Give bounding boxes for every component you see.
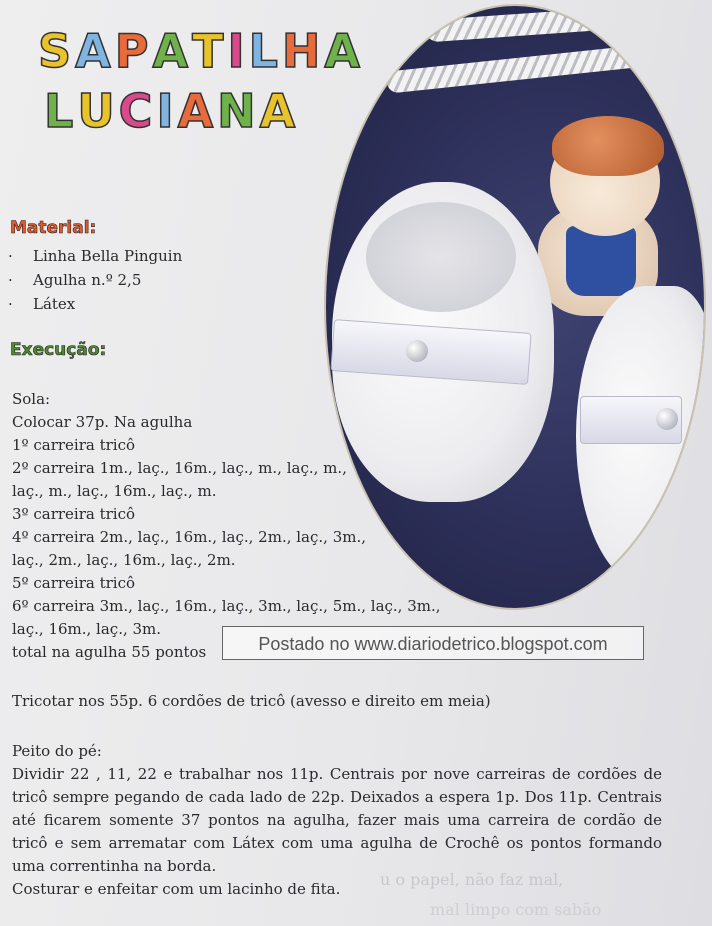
peito-paragraph: Dividir 22 , 11, 22 e trabalhar nos 11p. Centrais por nove carreiras de cordões de tricô sempre pegando de cada lado de 22p. Deixados a espera 1p. Dos 11p. Centrais até ficarem somente 37 pontos na agulha, fazer mais uma carreira de cordão de tricô e sem arrematar com Látex com uma agulha de Crochê os pontos formando uma correntinha na borda. xyxy=(12,765,662,875)
title-line-2 xyxy=(44,84,299,138)
title-letter: L xyxy=(44,84,78,138)
bullet-icon: · xyxy=(8,247,13,265)
sola-line: laç., m., laç., 16m., laç., m. xyxy=(12,482,217,500)
title-letter: A xyxy=(177,84,218,138)
sola-line: total na agulha 55 pontos xyxy=(12,643,207,661)
bleed-through-text: mal limpo com sabão xyxy=(430,900,602,919)
title-letter: T xyxy=(192,24,228,78)
sola-line: laç., 16m., laç., 3m. xyxy=(12,620,162,638)
material-heading: Material: xyxy=(10,218,97,238)
title-letter: L xyxy=(248,24,282,78)
bead xyxy=(656,408,678,430)
bullet-icon: · xyxy=(8,295,13,313)
material-item: · Agulha n.º 2,5 xyxy=(8,268,182,292)
title-letter: S xyxy=(38,24,76,78)
title-letter: A xyxy=(152,24,193,78)
bleed-through-text: u o papel, não faz mal, xyxy=(380,870,564,889)
title-letter: C xyxy=(118,84,157,138)
material-item: · Látex xyxy=(8,292,182,316)
sola-line: 6º carreira 3m., laç., 16m., laç., 3m., laç., 5m., laç., 3m., xyxy=(12,597,441,615)
title-letter: U xyxy=(77,84,119,138)
peito-heading: Peito do pé: xyxy=(12,742,102,760)
bullet-icon: · xyxy=(8,271,13,289)
rope-decoration xyxy=(426,6,667,42)
doll-overall xyxy=(566,226,636,296)
watermark-link[interactable]: Postado no www.diariodetrico.blogspot.com xyxy=(222,626,644,660)
title-letter: I xyxy=(227,24,249,78)
sola-line: 4º carreira 2m., laç., 16m., laç., 2m., laç., 3m., xyxy=(12,528,367,546)
execucao-heading: Execução: xyxy=(10,340,107,360)
sola-line: 5º carreira tricô xyxy=(12,574,136,592)
shoe-opening xyxy=(366,202,516,312)
sola-line: Colocar 37p. Na agulha xyxy=(12,413,193,431)
title-letter: P xyxy=(114,24,153,78)
sola-line: 2º carreira 1m., laç., 16m., laç., m., laç., m., xyxy=(12,459,347,477)
material-item: · Linha Bella Pinguin xyxy=(8,244,182,268)
bead xyxy=(406,340,428,362)
sola-instructions xyxy=(12,388,442,664)
peito-instructions xyxy=(12,740,662,901)
sola-line: 3º carreira tricô xyxy=(12,505,136,523)
title-letter: I xyxy=(156,84,178,138)
title-letter: N xyxy=(217,84,260,138)
material-list xyxy=(8,244,182,316)
sola-line: Sola: xyxy=(12,390,51,408)
sola-line: 1º carreira tricô xyxy=(12,436,136,454)
sola-line: laç., 2m., laç., 16m., laç., 2m. xyxy=(12,551,236,569)
rope-decoration xyxy=(386,40,687,93)
title-letter: A xyxy=(259,84,300,138)
title-letter: A xyxy=(75,24,115,78)
peito-closing: Costurar e enfeitar com um lacinho de fita. xyxy=(12,880,341,898)
title-letter: A xyxy=(324,24,365,78)
tricotar-instruction: Tricotar nos 55p. 6 cordões de tricô (avesso e direito em meia) xyxy=(12,692,491,710)
doll-hair xyxy=(552,116,664,176)
title-letter: H xyxy=(281,24,325,78)
title-line-1 xyxy=(38,24,364,78)
